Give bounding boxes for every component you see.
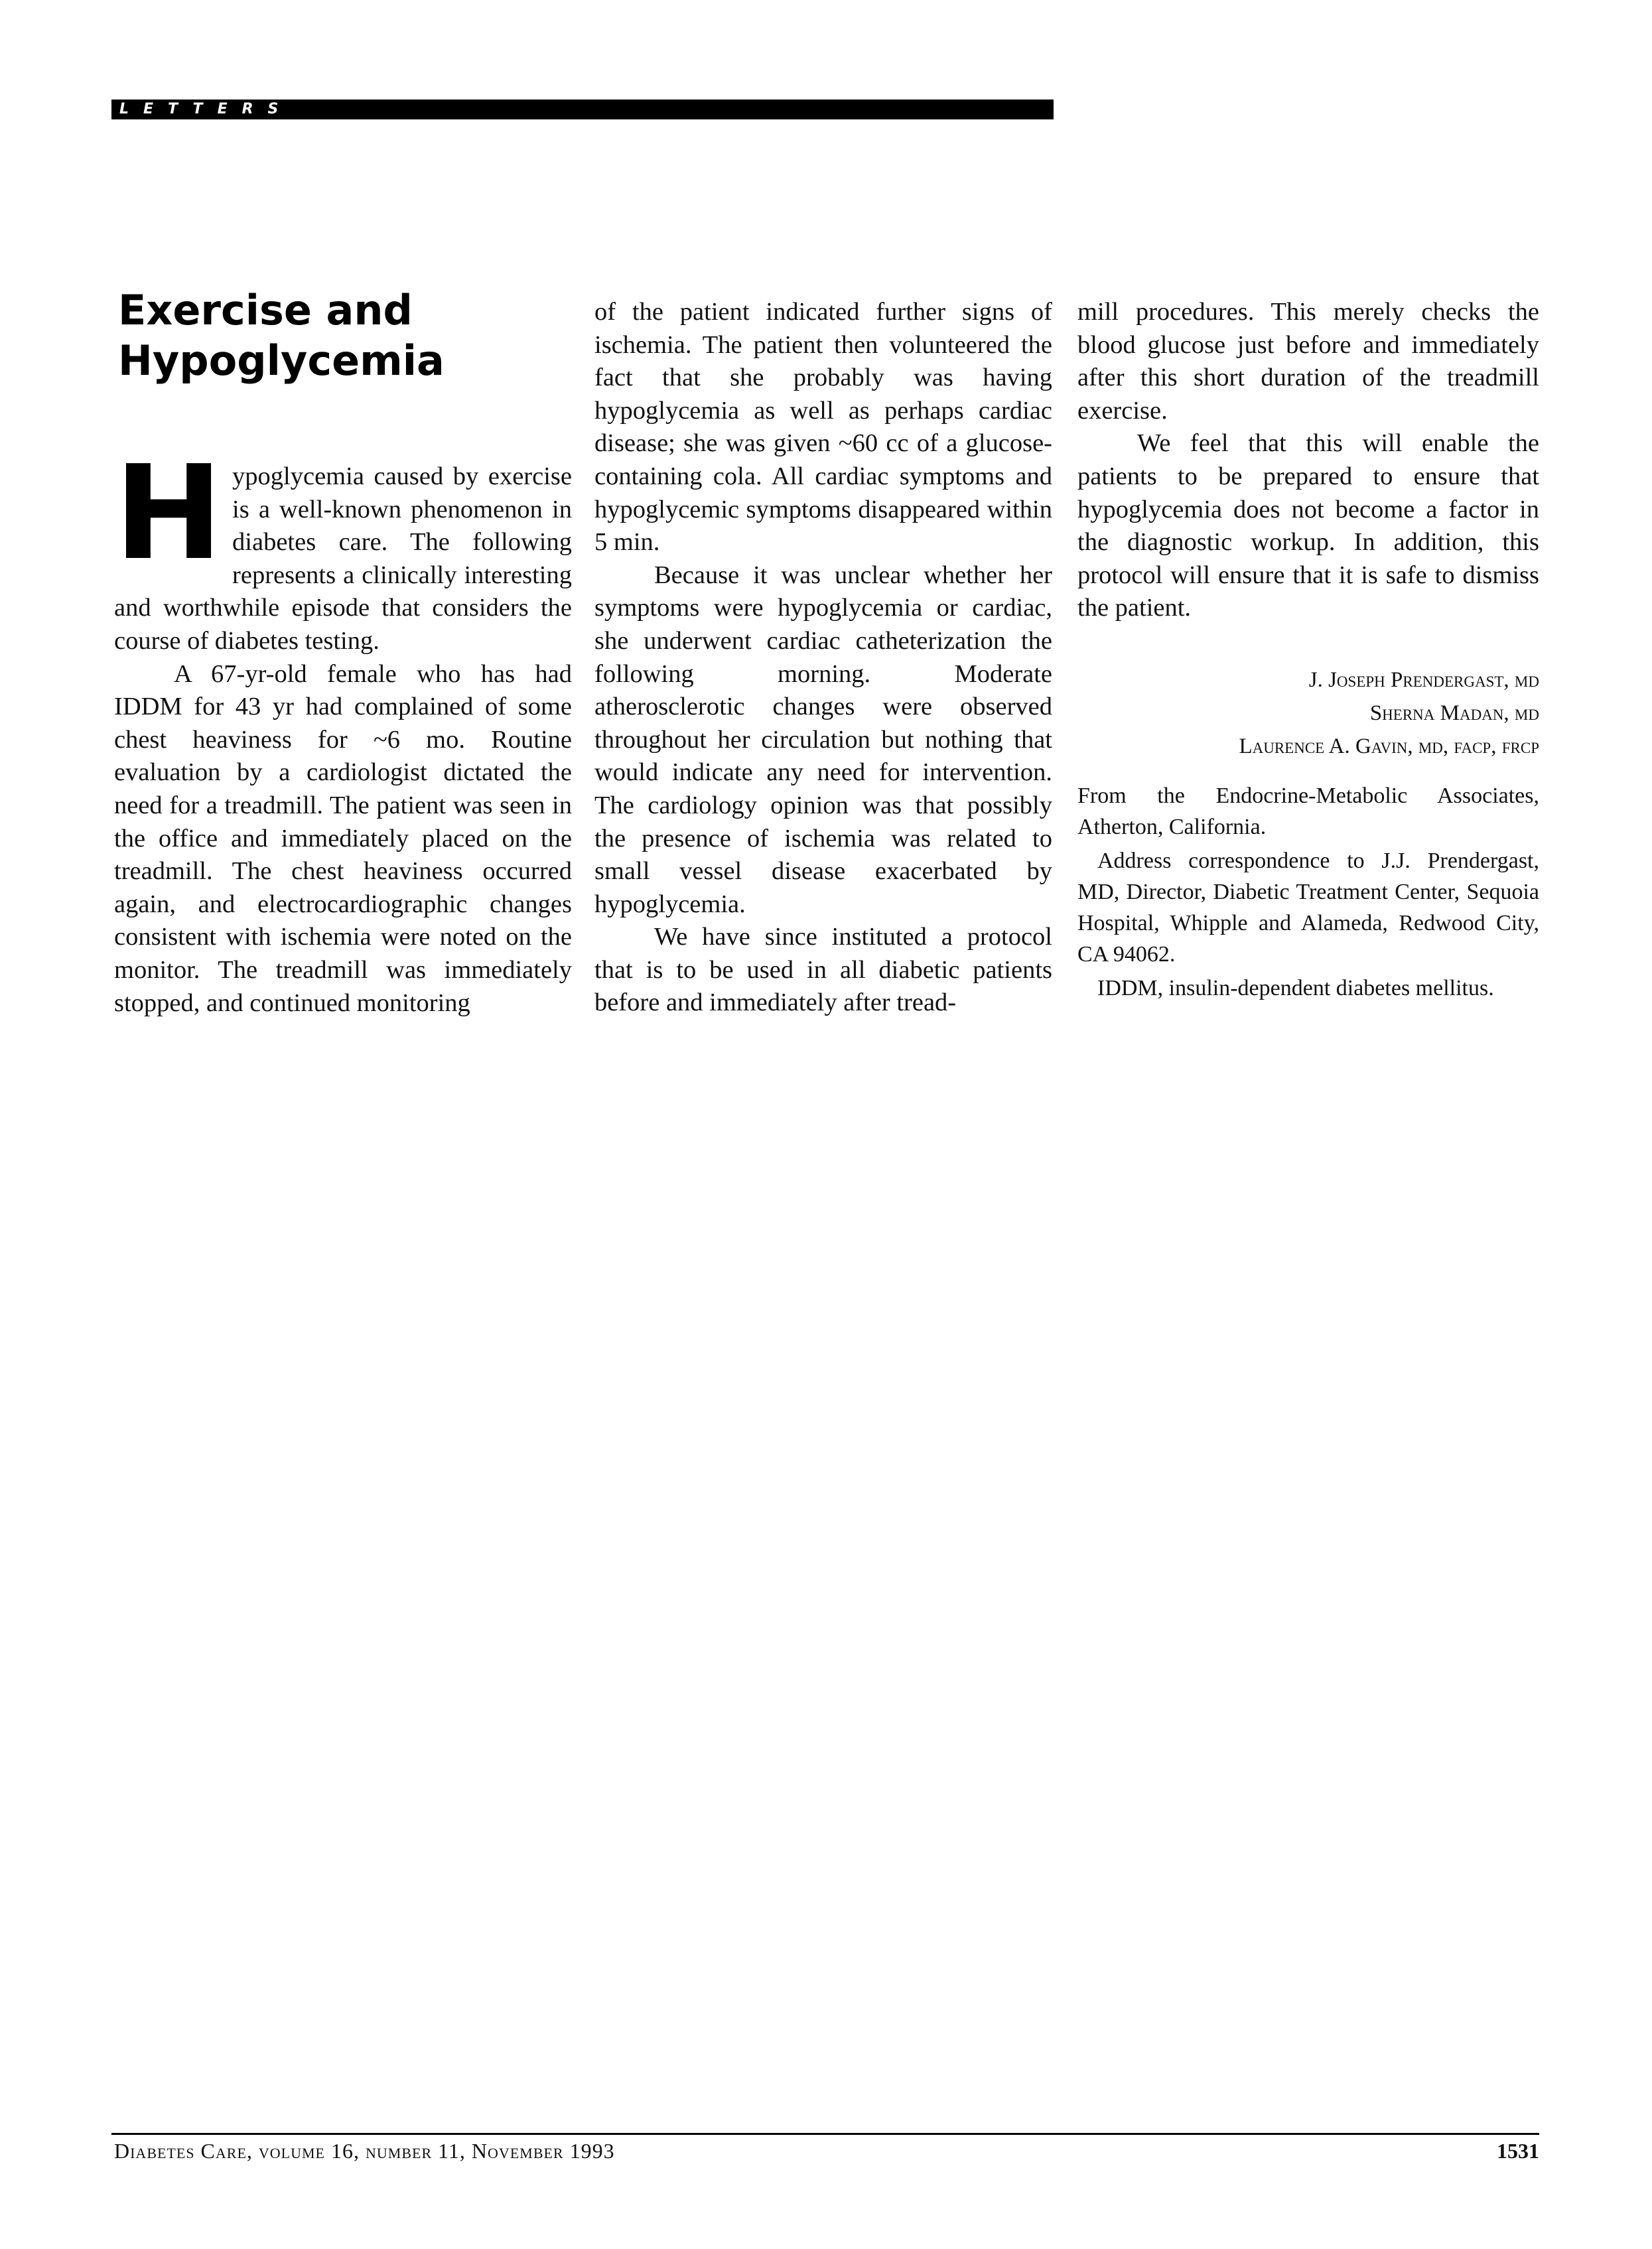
- journal-citation: Diabetes Care, volume 16, number 11, November 1993: [114, 2139, 615, 2163]
- paragraph: Because it was unclear whether her symptoms were hypoglycemia or cardiac, she underwent cardiac catheterization the following morning. Moderate atherosclerotic changes were observed throughout her circulation but nothing that would indicate any need for intervention. The cardiology opinion was that possibly the presence of ischemia was related to small vessel disease exacerbated by hypoglycemia.: [594, 561, 1052, 918]
- affiliation-text: From the Endocrine-Metabolic Associates, Atherton, California.: [1077, 784, 1539, 839]
- drop-cap: H: [114, 438, 224, 589]
- column-1: [114, 438, 572, 1020]
- paragraph: [114, 438, 572, 658]
- correspondence-text: Address correspondence to J.J. Prendergast, MD, Director, Diabetic Treatment Center, Sequoia Hospital, Whipple and Alameda, Redwood City, CA 94062.: [1077, 849, 1539, 967]
- abbreviation-text: IDDM, insulin-dependent diabetes mellitus.: [1097, 976, 1494, 1000]
- affiliation-block: [1077, 780, 1539, 1006]
- column-2: [594, 296, 1052, 1020]
- author-name: Sherna Madan, md: [1369, 701, 1539, 725]
- paragraph: of the patient indicated further signs of ischemia. The patient then volunteered the fact that she probably was having hypoglycemia as well as perhaps cardiac disease; she was given ~60 cc of a glucose-containing cola. All cardiac symptoms and hypoglycemic symptoms disappeared within 5 min.: [594, 298, 1052, 557]
- column-3: [1077, 296, 1539, 625]
- author-name: Laurence A. Gavin, md, facp, frcp: [1239, 734, 1539, 758]
- paragraph-text: ypoglycemia caused by exercise is a well-known phenomenon in diabetes care. The following represents a clinically interesting and worthwhile episode that considers the course of diabetes testing.: [114, 462, 572, 655]
- paragraph: We have since instituted a protocol that is to be used in all diabetic patients before and immediately after tread-: [594, 923, 1052, 1017]
- paragraph: mill procedures. This merely checks the blood glucose just before and immediately after this short duration of the treadmill exercise.: [1077, 298, 1539, 425]
- footer-rule: [111, 2133, 1539, 2135]
- section-header-bar: [111, 100, 1054, 119]
- section-label: LETTERS: [119, 101, 293, 117]
- article-title-line1: Exercise and: [118, 286, 413, 334]
- author-name: J. Joseph Prendergast, md: [1308, 668, 1539, 692]
- paragraph: We feel that this will enable the patients to be prepared to ensure that hypoglycemia does not become a factor in the diagnostic workup. In addition, this protocol will ensure that it is safe to dismiss the patient.: [1077, 429, 1539, 622]
- article-title-line2: Hypoglycemia: [118, 336, 445, 385]
- page-number: 1531: [1497, 2139, 1539, 2163]
- article-title: [118, 285, 583, 386]
- paragraph: A 67-yr-old female who has had IDDM for 43 yr had complained of some chest heaviness for ~6 mo. Routine evaluation by a cardiologist dictated the need for a treadmill. The patient was seen in the office and immediately placed on the treadmill. The chest heaviness occurred again, and electrocardiographic changes consistent with ischemia were noted on the monitor. The treadmill was immediately stopped, and continued monitoring: [114, 659, 572, 1017]
- author-signature-block: [1077, 663, 1539, 763]
